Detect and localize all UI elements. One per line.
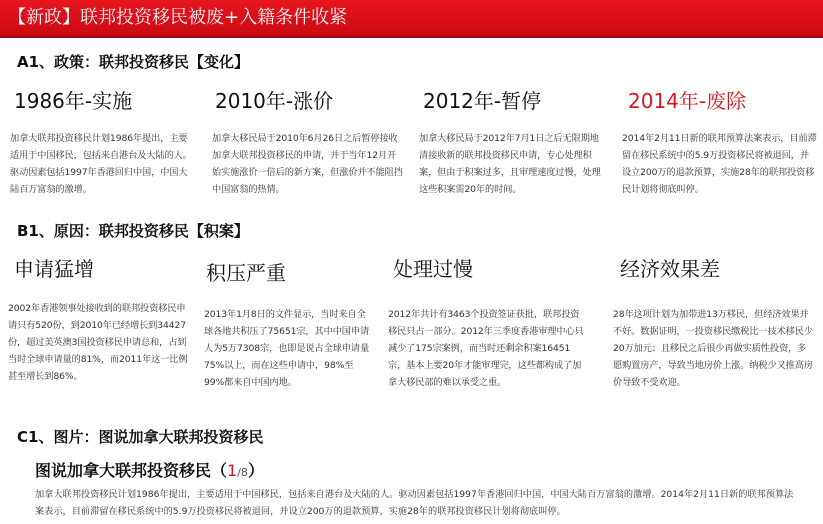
gallery-description: 加拿大联邦投资移民计划1986年提出，主要适用于中国移民，包括来自港台及大陆的人。驱动因素包括1997年香港回归中国，中国大陆百万富翁的激增。2014年2月11日新的联邦预算法案表示，目前滞留在移民系统中的5.9万投资移民将被退回，并设立200万的退款预算，实施28年的联邦投资移民计划将彻底叫停。	[35, 489, 794, 517]
gallery-title-text: 图说加拿大联邦投资移民	[35, 461, 212, 480]
reason-heading-backlog: 积压严重	[206, 261, 286, 285]
gallery-total: /8	[237, 466, 248, 479]
section-c-title: C1、图片：图说加拿大联邦投资移民	[17, 428, 264, 446]
policy-text-2012: 加拿大移民局于2012年7月1日之后无限期地清接收新的联邦投资移民申请，专心处理积案，但由于积案过多，且审理速度过慢，处理这些积案需20年的时间。	[419, 133, 601, 195]
reason-heading-economy: 经济效果差	[620, 257, 720, 281]
gallery-paren-open: （	[211, 461, 228, 480]
banner-title: 【新政】联邦投资移民被废+入籍条件收紧	[8, 7, 348, 28]
reason-heading-slow: 处理过慢	[393, 257, 473, 281]
gallery-current-index: 1	[227, 461, 238, 480]
policy-text-2014: 2014年2月11日新的联邦预算法案表示，目前滞留在移民系统中的5.9万投资移民将被退回，并设立200万的退款预算，实施28年的联邦投资移民计划将彻底叫停。	[622, 133, 817, 195]
section-b-title: B1、原因：联邦投资移民【积案】	[17, 222, 249, 240]
section-a-title: A1、政策：联邦投资移民【变化】	[17, 53, 250, 71]
policy-heading-2014: 2014年-废除	[628, 89, 747, 113]
policy-text-1986: 加拿大联邦投资移民计划1986年提出，主要适用于中国移民，包括来自港台及大陆的人。驱动因素包括1997年香港回归中国，中国大陆百万富翁的激增。	[10, 133, 192, 195]
policy-heading-1986: 1986年-实施	[14, 89, 133, 113]
reason-heading-surge: 申请猛增	[14, 257, 94, 281]
reason-text-economy: 28年这项计划为加带进13万移民，但经济效果并不好。数据证明，一投资移民缴税比一技术移民少20万加元；且移民之后很少再做实质性投资，多愿购置房产，导致当地房价上涨。纳税少又推高房价导致不受欢迎。	[613, 309, 813, 388]
policy-heading-2012: 2012年-暂停	[423, 89, 542, 113]
reason-text-surge: 2002年香港领事处接收到的联邦投资移民申请只有520份，到2010年已经增长到34427份，超过美英澳3国投资移民申请总和，占到当时全球申请量的81%，而2011年这一比例甚至增长到86%。	[8, 303, 188, 382]
policy-heading-2010: 2010年-涨价	[215, 89, 334, 113]
reason-text-slow: 2012年共计有3463个投资签证获批，联邦投资移民只占一部分。2012年三季度香港审理中心只减少了175宗案例，而当时还剩余积案16451宗，基本上要20年才能审理完，这些都构成了加拿大移民部的难以承受之重。	[388, 309, 584, 388]
header-banner	[0, 0, 823, 38]
gallery-title	[35, 460, 264, 484]
reason-text-backlog: 2013年1月8日的文件显示，当时来自全球各地共积压了75651宗，其中中国申请人为5万7308宗，也即是说占全球申请量75%以上，而在这些申请中，98%至99%都来自中国内地。	[204, 309, 370, 388]
policy-text-2010: 加拿大移民局于2010年6月26日之后暂停接收加拿大联邦投资移民的申请，并于当年12月开始实施涨价一倍后的新方案，但涨价并不能阻挡中国富翁的热情。	[212, 133, 403, 195]
gallery-paren-close: ）	[247, 461, 264, 480]
